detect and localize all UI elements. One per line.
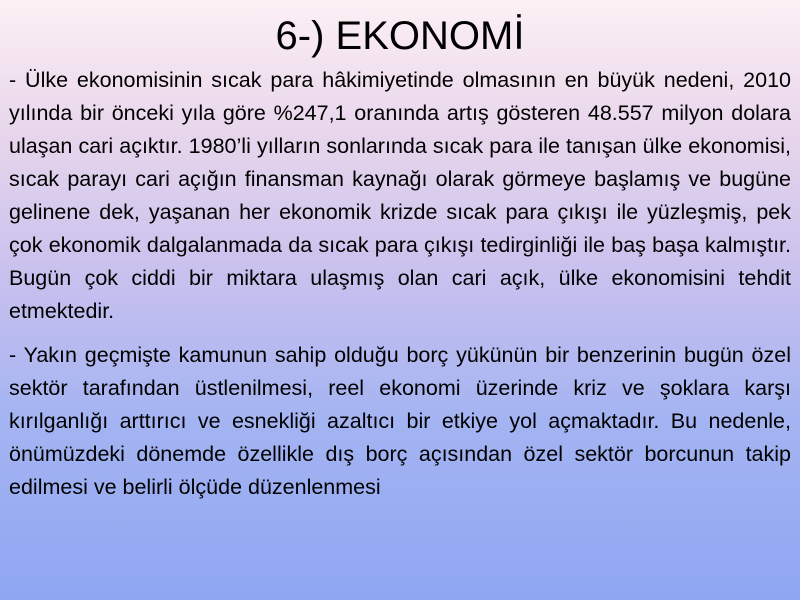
slide-title: 6-) EKONOMİ: [275, 14, 525, 58]
slide-body: [9, 64, 791, 504]
paragraph-2: - Yakın geçmişte kamunun sahip olduğu borç yükünün bir benzerinin bugün özel sektör tarafından üstlenilmesi, reel ekonomi üzerinde kriz ve şoklara karşı kırılganlığı arttırıcı ve esnekliği azaltıcı bir etkiye yol açmaktadır. Bu nedenle, önümüzdeki dönemde özellikle dış borç açısından özel sektör borcunun takip edilmesi ve belirli ölçüde düzenlenmesi: [9, 343, 791, 499]
paragraph-1: - Ülke ekonomisinin sıcak para hâkimiyetinde olmasının en büyük nedeni, 2010 yılında bir önceki yıla göre %247,1 oranında artış gösteren 48.557 milyon dolara ulaşan cari açıktır. 1980’li yılların sonlarında sıcak para ile tanışan ülke ekonomisi, sıcak parayı cari açığın finansman kaynağı olarak görmeye başlamış ve bugüne gelinene dek, yaşanan her ekonomik krizde sıcak para çıkışı ile yüzleşmiş, pek çok ekonomik dalgalanmada da sıcak para çıkışı tedirginliği ile baş başa kalmıştır. Bugün çok ciddi bir miktara ulaşmış olan cari açık, ülke ekonomisini tehdit etmektedir.: [9, 68, 791, 323]
